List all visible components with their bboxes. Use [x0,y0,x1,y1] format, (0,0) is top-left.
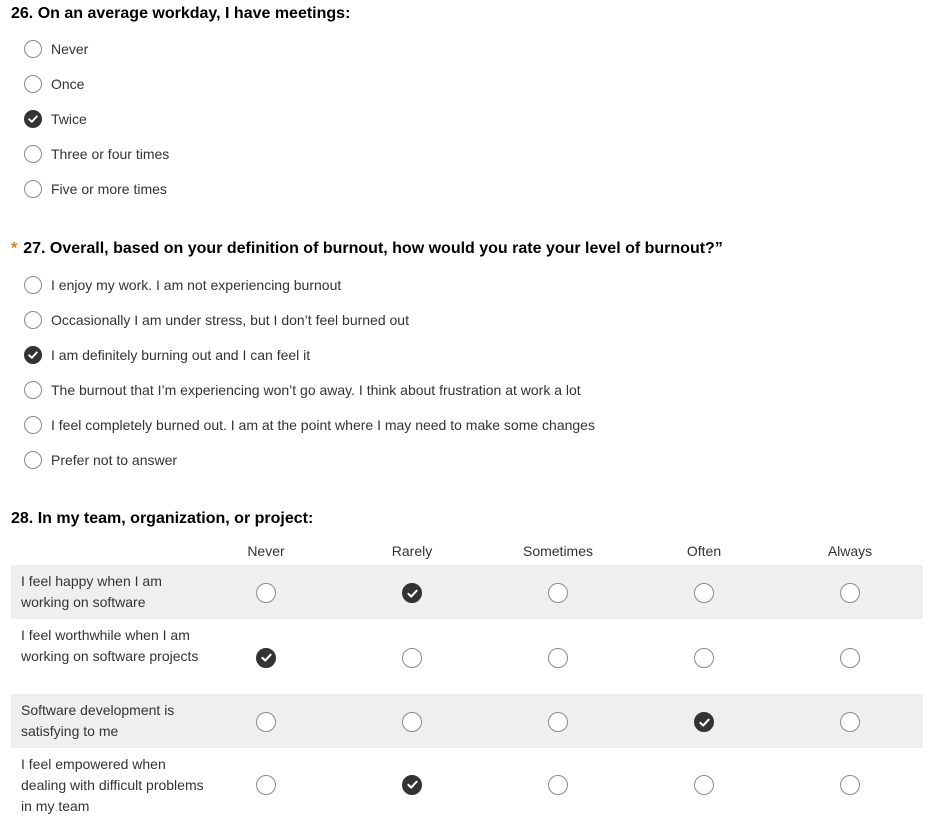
radio-button-checked[interactable] [256,648,276,668]
radio-button[interactable] [24,381,42,399]
matrix-cell[interactable] [694,583,714,603]
checkmark-icon [260,651,273,664]
radio-button[interactable] [24,416,42,434]
matrix-cell[interactable] [548,648,568,668]
q26-option[interactable] [24,143,169,165]
matrix-cell[interactable] [548,712,568,732]
matrix-cell[interactable] [402,775,422,795]
matrix-cell[interactable] [840,648,860,668]
radio-button[interactable] [256,775,276,795]
checkmark-icon [406,587,419,600]
matrix-cell[interactable] [256,583,276,603]
q26-option[interactable] [24,108,87,130]
matrix-cell[interactable] [402,648,422,668]
radio-button[interactable] [24,180,42,198]
checkmark-icon [27,113,39,125]
radio-button-checked[interactable] [402,583,422,603]
radio-button-checked[interactable] [402,775,422,795]
matrix-cell[interactable] [256,775,276,795]
matrix-row-label: I feel worthwhile when I am working on software projects [21,627,199,664]
radio-button[interactable] [840,712,860,732]
matrix-cell[interactable] [694,712,714,732]
radio-button[interactable] [548,648,568,668]
radio-button[interactable] [840,775,860,795]
matrix-row [11,748,923,819]
matrix-cell[interactable] [548,583,568,603]
matrix-column-header: Often [686,543,722,559]
q26-option-label: Twice [51,111,87,127]
radio-button[interactable] [24,276,42,294]
matrix-cell[interactable] [694,775,714,795]
matrix-cell[interactable] [256,712,276,732]
checkmark-icon [698,716,711,729]
radio-button[interactable] [840,648,860,668]
radio-button[interactable] [24,311,42,329]
q27-option-label: I am definitely burning out and I can feel it [51,347,311,363]
matrix-row-label: I feel happy when I am working on software [21,573,162,610]
checkmark-icon [27,349,39,361]
q26-option-label: Five or more times [51,181,167,197]
matrix-cell[interactable] [840,775,860,795]
q27-option[interactable] [24,379,581,401]
matrix-cell[interactable] [694,648,714,668]
q27-option[interactable] [24,344,310,366]
matrix-row [11,619,923,694]
question-26-title: 26. On an average workday, I have meetings: [11,5,351,22]
q26-option-label: Never [51,41,89,57]
checkmark-icon [406,778,419,791]
radio-button[interactable] [24,75,42,93]
radio-button[interactable] [694,583,714,603]
radio-button[interactable] [548,775,568,795]
q27-option[interactable] [24,274,341,296]
q26-option-label: Three or four times [51,146,170,162]
matrix-cell[interactable] [840,583,860,603]
matrix-row [11,565,923,619]
question-27-title: * 27. Overall, based on your definition of burnout, how would you rate your level of burnout?” [11,240,723,257]
matrix-column-header: Never [247,543,285,559]
radio-button[interactable] [256,583,276,603]
radio-button-checked[interactable] [24,346,42,364]
q26-option[interactable] [24,38,88,60]
q27-option-label: I feel completely burned out. I am at the point where I may need to make some changes [51,417,595,433]
matrix-column-header: Sometimes [522,543,594,559]
radio-button[interactable] [548,583,568,603]
matrix-column-header: Rarely [391,543,433,559]
matrix-row [11,694,923,748]
q26-option-label: Once [51,76,85,92]
q27-option-label: I enjoy my work. I am not experiencing burnout [51,277,342,293]
required-marker: * [11,240,18,257]
radio-button[interactable] [256,712,276,732]
matrix-cell[interactable] [840,712,860,732]
radio-button[interactable] [694,648,714,668]
q27-option[interactable] [24,449,177,471]
radio-button[interactable] [402,648,422,668]
radio-button[interactable] [840,583,860,603]
matrix-cell[interactable] [402,583,422,603]
q26-option[interactable] [24,178,167,200]
radio-button[interactable] [24,40,42,58]
radio-button[interactable] [24,451,42,469]
matrix-cell[interactable] [402,712,422,732]
q27-option-label: Occasionally I am under stress, but I don’t feel burned out [51,312,409,328]
radio-button-checked[interactable] [694,712,714,732]
radio-button[interactable] [694,775,714,795]
q27-option[interactable] [24,414,595,436]
matrix-cell[interactable] [256,648,276,668]
q26-option[interactable] [24,73,84,95]
matrix-cell[interactable] [548,775,568,795]
matrix-column-header: Always [827,543,873,559]
radio-button[interactable] [548,712,568,732]
radio-button[interactable] [24,145,42,163]
q27-option-label: The burnout that I’m experiencing won’t go away. I think about frustration at work a lot [51,382,581,398]
matrix-row-label: I feel empowered when dealing with difficult problems in my team [21,756,204,814]
q27-option[interactable] [24,309,409,331]
radio-button-checked[interactable] [24,110,42,128]
question-28-title: 28. In my team, organization, or project: [11,510,314,527]
radio-button[interactable] [402,712,422,732]
matrix-row-label: Software development is satisfying to me [21,702,175,739]
q27-option-label: Prefer not to answer [51,452,178,468]
